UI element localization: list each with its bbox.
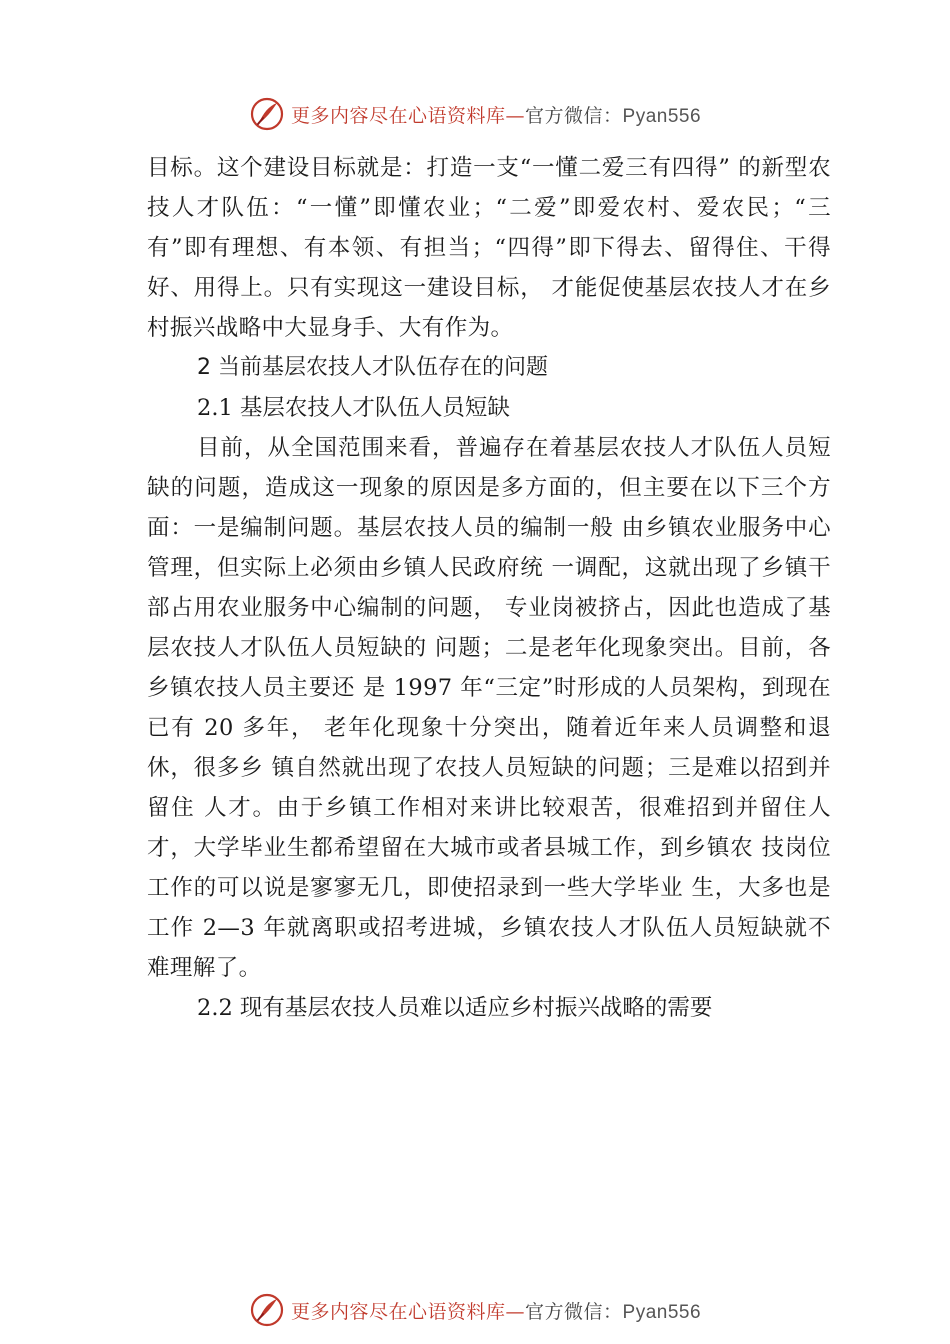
paragraph-2-1: 目前，从全国范围来看，普遍存在着基层农技人才队伍人员短缺的问题，造成这一现象的原因是多方面的，但主要在以下三个方面：一是编制问题。基层农技人员的编制一般 由乡镇农业服务中心管理，但实际上必须由乡镇人民政府统 一调配，这就出现了乡镇干部占用农业服务中心编制的问题， 专业岗被挤占，因此也造成了基层农技人才队伍人员短缺的 问题；二是老年化现象突出。目前，各乡镇农技人员主要还 是 1997 年“三定”时形成的人员架构，到现在已有 20 多年， 老年化现象十分突出，随着近年来人员调整和退休，很多乡 镇自然就出现了农技人员短缺的问题；三是难以招到并留住 人才。由于乡镇工作相对来讲比较艰苦，很难招到并留住人 才，大学毕业生都希望留在大城市或者县城工作，到乡镇农 技岗位工作的可以说是寥寥无几，即使招录到一些大学毕业 生，大多也是工作 2—3 年就离职或招考进城，乡镇农技人才队伍人员短缺就不难理解了。 bbox=[147, 435, 831, 981]
footer-banner bbox=[0, 1290, 950, 1330]
banner-separator: — bbox=[505, 104, 525, 127]
banner-wechat-id: Pyan556 bbox=[622, 1301, 702, 1323]
document-body bbox=[147, 148, 831, 1028]
header-banner bbox=[0, 94, 950, 134]
banner-colon: ： bbox=[603, 1300, 623, 1323]
section-2-2-heading: 2.2 现有基层农技人员难以适应乡村振兴战略的需要 bbox=[197, 995, 713, 1021]
section-2-heading: 2 当前基层农技人才队伍存在的问题 bbox=[197, 355, 548, 380]
banner-text bbox=[291, 101, 701, 128]
banner-separator: — bbox=[505, 1300, 525, 1323]
banner-wechat-id: Pyan556 bbox=[622, 105, 702, 127]
banner-colon: ： bbox=[603, 104, 623, 127]
feather-pen-logo-icon bbox=[249, 96, 285, 132]
section-2-1-heading: 2.1 基层农技人才队伍人员短缺 bbox=[197, 395, 510, 421]
banner-text bbox=[291, 1297, 701, 1324]
banner-wechat-label: 官方微信 bbox=[524, 104, 603, 127]
banner-brand: 更多内容尽在心语资料库 bbox=[290, 104, 506, 127]
paragraph-intro: 目标。这个建设目标就是：打造一支“一懂二爱三有四得” 的新型农技人才队伍：“一懂”即懂农业；“二爱”即爱农村、爱农民；“三有”即有理想、有本领、有担当；“四得”即下得去、留得住、干得好、用得上。只有实现这一建设目标， 才能促使基层农技人才在乡村振兴战略中大显身手、大有作为。 bbox=[147, 155, 831, 341]
banner-wechat-label: 官方微信 bbox=[524, 1300, 603, 1323]
feather-pen-logo-icon bbox=[249, 1292, 285, 1328]
banner-brand: 更多内容尽在心语资料库 bbox=[290, 1300, 506, 1323]
